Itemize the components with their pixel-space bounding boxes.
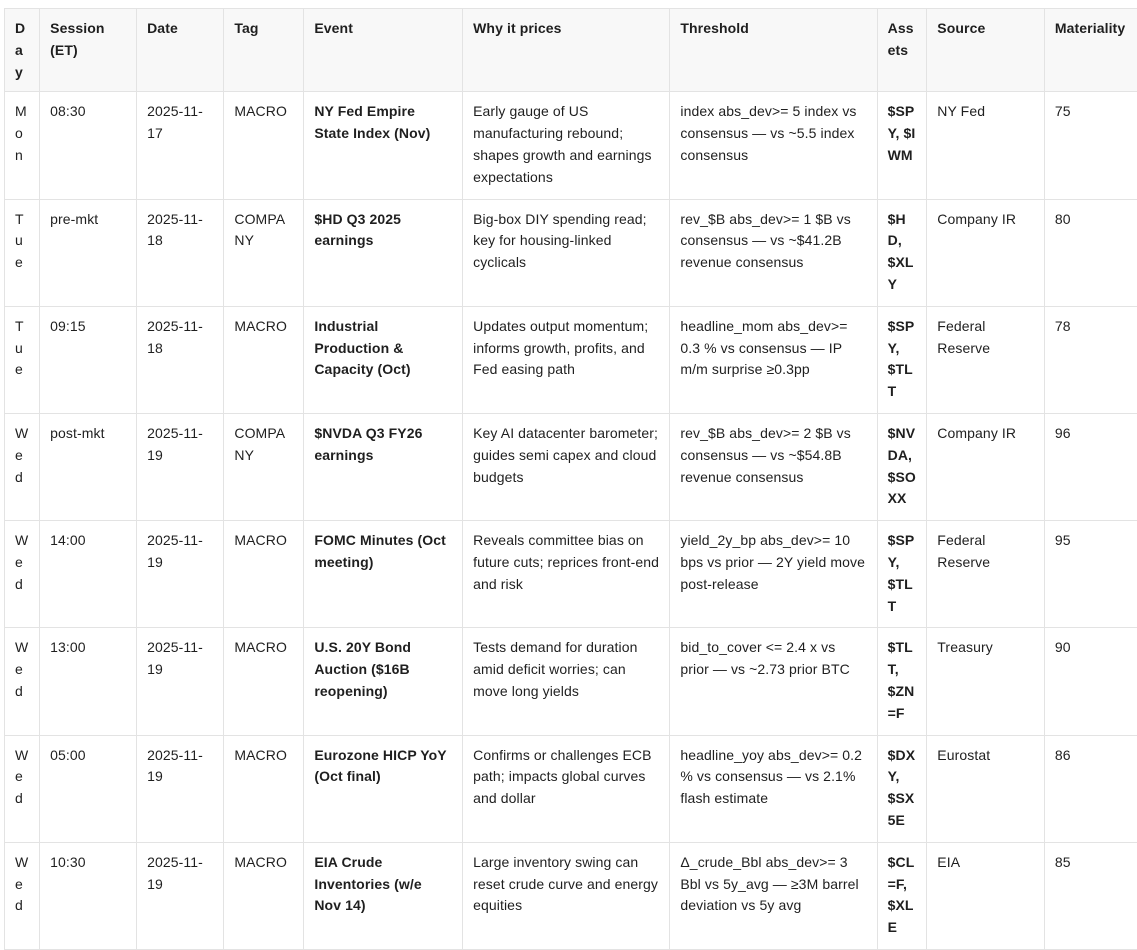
header-session: Session (ET) — [40, 9, 137, 92]
header-why: Why it prices — [463, 9, 670, 92]
table-header — [5, 9, 1137, 92]
cell-source: Company IR — [927, 413, 1045, 520]
cell-materiality: 96 — [1044, 413, 1137, 520]
header-assets: Assets — [877, 9, 927, 92]
cell-why: Tests demand for duration amid deficit worries; can move long yields — [463, 628, 670, 735]
cell-tag: COMPANY — [224, 199, 304, 306]
events-table-container[interactable] — [4, 8, 1137, 950]
cell-event: $HD Q3 2025 earnings — [304, 199, 463, 306]
cell-event: U.S. 20Y Bond Auction ($16B reopening) — [304, 628, 463, 735]
table-row — [5, 842, 1137, 949]
cell-threshold: Δ_crude_Bbl abs_dev>= 3 Bbl vs 5y_avg — ≥3M barrel deviation vs 5y avg — [670, 842, 877, 949]
cell-event: FOMC Minutes (Oct meeting) — [304, 521, 463, 628]
events-table — [4, 8, 1137, 950]
cell-assets: $SPY, $IWM — [877, 92, 927, 199]
cell-assets: $DXY, $SX5E — [877, 735, 927, 842]
cell-session: 08:30 — [40, 92, 137, 199]
cell-why: Large inventory swing can reset crude curve and energy equities — [463, 842, 670, 949]
cell-day: Tue — [5, 199, 40, 306]
cell-date: 2025-11-19 — [137, 735, 224, 842]
cell-date: 2025-11-19 — [137, 521, 224, 628]
cell-why: Key AI datacenter barometer; guides semi capex and cloud budgets — [463, 413, 670, 520]
cell-threshold: headline_mom abs_dev>= 0.3 % vs consensus — IP m/m surprise ≥0.3pp — [670, 306, 877, 413]
cell-session: pre-mkt — [40, 199, 137, 306]
cell-materiality: 90 — [1044, 628, 1137, 735]
cell-why: Confirms or challenges ECB path; impacts global curves and dollar — [463, 735, 670, 842]
header-event: Event — [304, 9, 463, 92]
cell-assets: $NVDA, $SOXX — [877, 413, 927, 520]
cell-threshold: rev_$B abs_dev>= 1 $B vs consensus — vs ~$41.2B revenue consensus — [670, 199, 877, 306]
cell-tag: MACRO — [224, 842, 304, 949]
cell-materiality: 75 — [1044, 92, 1137, 199]
header-tag: Tag — [224, 9, 304, 92]
table-row — [5, 199, 1137, 306]
cell-why: Reveals committee bias on future cuts; reprices front-end and risk — [463, 521, 670, 628]
header-threshold: Threshold — [670, 9, 877, 92]
cell-day: Mon — [5, 92, 40, 199]
cell-event: NY Fed Empire State Index (Nov) — [304, 92, 463, 199]
table-body — [5, 92, 1137, 950]
table-row — [5, 306, 1137, 413]
cell-materiality: 95 — [1044, 521, 1137, 628]
cell-day: Tue — [5, 306, 40, 413]
cell-assets: $CL=F, $XLE — [877, 842, 927, 949]
cell-materiality: 80 — [1044, 199, 1137, 306]
cell-source: Company IR — [927, 199, 1045, 306]
header-day: Day — [5, 9, 40, 92]
header-row — [5, 9, 1137, 92]
cell-threshold: headline_yoy abs_dev>= 0.2 % vs consensus — vs 2.1% flash estimate — [670, 735, 877, 842]
cell-event: $NVDA Q3 FY26 earnings — [304, 413, 463, 520]
header-materiality: Materiality — [1044, 9, 1137, 92]
cell-materiality: 78 — [1044, 306, 1137, 413]
cell-source: Treasury — [927, 628, 1045, 735]
cell-session: 05:00 — [40, 735, 137, 842]
cell-source: Eurostat — [927, 735, 1045, 842]
cell-session: 13:00 — [40, 628, 137, 735]
cell-why: Updates output momentum; informs growth, profits, and Fed easing path — [463, 306, 670, 413]
cell-assets: $TLT, $ZN=F — [877, 628, 927, 735]
table-row — [5, 92, 1137, 199]
cell-day: Wed — [5, 521, 40, 628]
cell-day: Wed — [5, 842, 40, 949]
cell-date: 2025-11-19 — [137, 628, 224, 735]
cell-session: post-mkt — [40, 413, 137, 520]
cell-event: Industrial Production & Capacity (Oct) — [304, 306, 463, 413]
header-date: Date — [137, 9, 224, 92]
cell-date: 2025-11-17 — [137, 92, 224, 199]
table-row — [5, 413, 1137, 520]
cell-threshold: bid_to_cover <= 2.4 x vs prior — vs ~2.73 prior BTC — [670, 628, 877, 735]
cell-session: 14:00 — [40, 521, 137, 628]
cell-event: EIA Crude Inventories (w/e Nov 14) — [304, 842, 463, 949]
cell-threshold: yield_2y_bp abs_dev>= 10 bps vs prior — 2Y yield move post-release — [670, 521, 877, 628]
cell-tag: COMPANY — [224, 413, 304, 520]
table-row — [5, 735, 1137, 842]
cell-date: 2025-11-19 — [137, 842, 224, 949]
cell-assets: $SPY, $TLT — [877, 306, 927, 413]
cell-materiality: 85 — [1044, 842, 1137, 949]
cell-tag: MACRO — [224, 306, 304, 413]
cell-day: Wed — [5, 413, 40, 520]
cell-date: 2025-11-18 — [137, 199, 224, 306]
cell-tag: MACRO — [224, 92, 304, 199]
cell-source: NY Fed — [927, 92, 1045, 199]
cell-assets: $HD, $XLY — [877, 199, 927, 306]
cell-tag: MACRO — [224, 735, 304, 842]
cell-event: Eurozone HICP YoY (Oct final) — [304, 735, 463, 842]
cell-source: Federal Reserve — [927, 306, 1045, 413]
table-row — [5, 521, 1137, 628]
cell-threshold: index abs_dev>= 5 index vs consensus — vs ~5.5 index consensus — [670, 92, 877, 199]
header-source: Source — [927, 9, 1045, 92]
cell-assets: $SPY, $TLT — [877, 521, 927, 628]
cell-day: Wed — [5, 628, 40, 735]
cell-day: Wed — [5, 735, 40, 842]
cell-why: Early gauge of US manufacturing rebound; shapes growth and earnings expectations — [463, 92, 670, 199]
cell-tag: MACRO — [224, 628, 304, 735]
cell-source: EIA — [927, 842, 1045, 949]
cell-tag: MACRO — [224, 521, 304, 628]
cell-date: 2025-11-19 — [137, 413, 224, 520]
cell-materiality: 86 — [1044, 735, 1137, 842]
cell-date: 2025-11-18 — [137, 306, 224, 413]
cell-why: Big-box DIY spending read; key for housing-linked cyclicals — [463, 199, 670, 306]
cell-session: 09:15 — [40, 306, 137, 413]
cell-threshold: rev_$B abs_dev>= 2 $B vs consensus — vs ~$54.8B revenue consensus — [670, 413, 877, 520]
cell-session: 10:30 — [40, 842, 137, 949]
cell-source: Federal Reserve — [927, 521, 1045, 628]
table-row — [5, 628, 1137, 735]
